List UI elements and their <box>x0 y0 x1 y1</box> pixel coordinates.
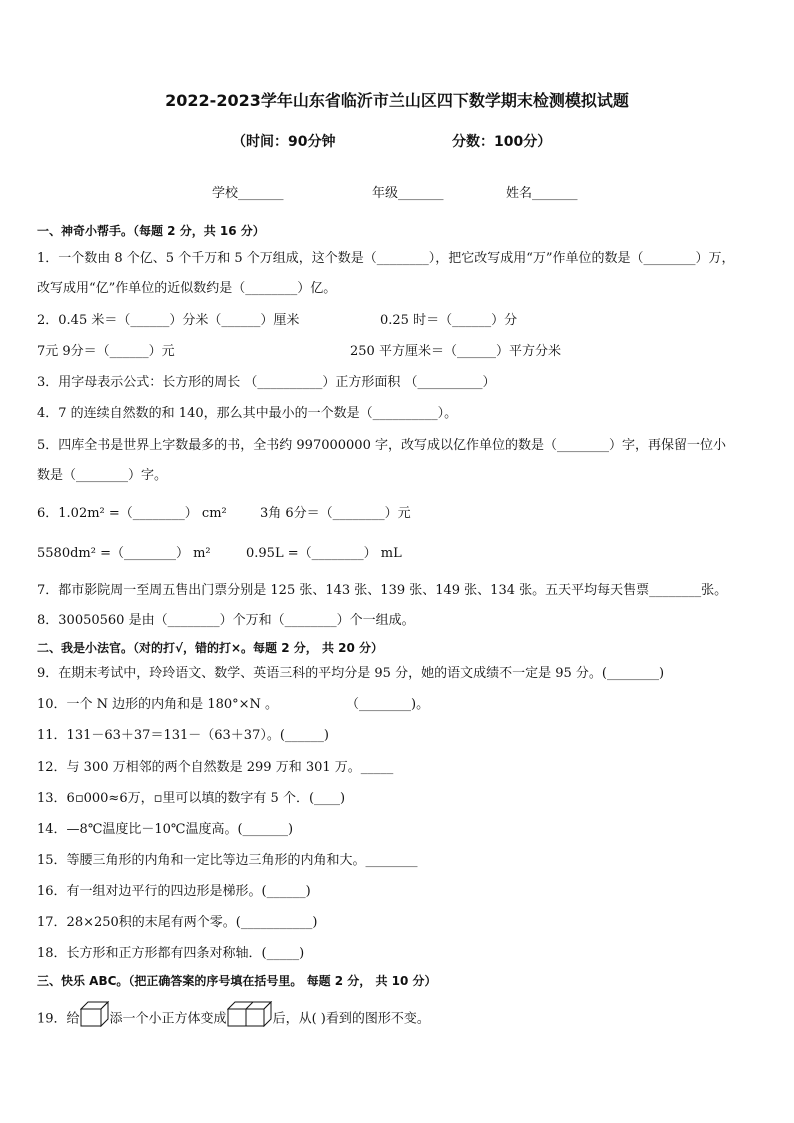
question-2-part-4: 250 平方厘米＝（______）平方分米 <box>350 344 561 359</box>
grade-field: 年级_______ <box>372 186 444 201</box>
question-2-part-1: 2．0.45 米＝（______）分米（______）厘米 <box>37 313 300 328</box>
question-14: 14．—8℃温度比－10℃温度高。(_______) <box>37 822 294 837</box>
question-16: 16．有一组对边平行的四边形是梯形。(______) <box>37 884 311 899</box>
school-field: 学校_______ <box>212 186 284 201</box>
question-9: 9．在期末考试中，玲玲语文、数学、英语三科的平均分是 95 分，她的语文成绩不一定是 95 分。(________) <box>37 666 665 681</box>
question-6-part-2: 3角 6分＝（________）元 <box>260 506 411 521</box>
question-15: 15．等腰三角形的内角和一定比等边三角形的内角和大。________ <box>37 853 418 868</box>
question-10: 10．一个 N 边形的内角和是 180°×N 。 <box>37 697 279 712</box>
question-6-part-3: 5580dm² =（________） m² <box>37 546 211 561</box>
question-7: 7．都市影院周一至周五售出门票分别是 125 张、143 张、139 张、149 张、134 张。五天平均每天售票________张。 <box>37 583 728 598</box>
time-label: （时间：90分钟 <box>232 134 336 150</box>
page-title: 2022-2023学年山东省临沂市兰山区四下数学期末检测模拟试题 <box>165 91 629 110</box>
question-1-line-1: 1．一个数由 8 个亿、5 个千万和 5 个万组成，这个数是（________），把它改写成用“万”作单位的数是（________）万， <box>37 251 735 266</box>
single-cube-figure <box>80 1001 110 1037</box>
question-19-text-3: 后，从( )看到的图形不变。 <box>272 1011 430 1027</box>
question-19 <box>37 1001 430 1037</box>
section-3-heading: 三、快乐 ABC。（把正确答案的序号填在括号里。 每题 2 分， 共 10 分） <box>37 974 437 988</box>
question-5-line-1: 5．四库全书是世界上字数最多的书，全书约 997000000 字，改写成以亿作单位的数是（________）字，再保留一位小 <box>37 438 726 453</box>
double-cube-figure <box>227 1001 273 1037</box>
question-2-part-2: 0.25 时＝（______）分 <box>380 313 518 328</box>
question-8: 8．30050560 是由（________）个万和（________）个一组成。 <box>37 613 415 628</box>
score-label: 分数：100分） <box>452 134 552 150</box>
question-6-part-4: 0.95L =（________） mL <box>246 546 402 561</box>
question-3: 3．用字母表示公式：长方形的周长 （__________）正方形面积 （__________） <box>37 375 496 390</box>
question-4: 4．7 的连续自然数的和 140，那么其中最小的一个数是（__________）。 <box>37 406 458 421</box>
question-10-answer: （________)。 <box>346 697 430 712</box>
name-field: 姓名_______ <box>506 186 578 201</box>
question-19-text-2: 添一个小正方体变成 <box>109 1011 227 1027</box>
question-2-part-3: 7元 9分＝（______）元 <box>37 344 175 359</box>
question-17: 17．28×250积的末尾有两个零。(___________) <box>37 915 318 930</box>
question-11: 11．131－63＋37＝131－（63＋37）。(______) <box>37 728 329 743</box>
question-18: 18．长方形和正方形都有四条对称轴．(_____) <box>37 946 305 961</box>
question-1-line-2: 改写成用“亿”作单位的近似数约是（________）亿。 <box>37 281 337 296</box>
question-6-part-1: 6．1.02m² =（________） cm² <box>37 506 227 521</box>
question-19-text-1: 19．给 <box>37 1011 80 1027</box>
question-12: 12．与 300 万相邻的两个自然数是 299 万和 301 万。_____ <box>37 760 394 775</box>
section-2-heading: 二、我是小法官。（对的打√，错的打×。每题 2 分， 共 20 分） <box>37 641 383 655</box>
section-1-heading: 一、神奇小帮手。（每题 2 分，共 16 分） <box>37 224 265 238</box>
question-5-line-2: 数是（________）字。 <box>37 468 168 483</box>
question-13: 13．6▫000≈6万，▫里可以填的数字有 5 个．(____) <box>37 791 346 806</box>
